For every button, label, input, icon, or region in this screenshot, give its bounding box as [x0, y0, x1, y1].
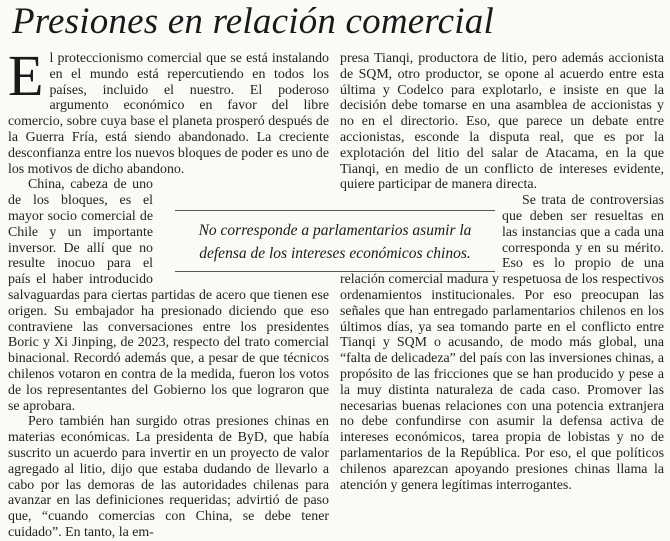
paragraph-1-text: l proteccionismo comercial que se está instalando en el mundo está repercutiendo en todos los países, incluido el nuestro. El poderoso argumento económico en favor del libre comercio, sobre cuya base el planeta prosperó después de la Guerra Fría, está siendo abandonado. La creciente desconfianza entre los nuevos bloques de poder es uno de los motivos de dicho abandono. [8, 51, 329, 177]
paragraph-3: Pero también han surgido otras presiones chinas en materias económicas. La presidenta de ByD, que había suscrito un acuerdo para invertir en un proyecto de valor agregado al litio, dijo que estaba dudando de llevarlo a cabo por las demoras de las autoridades chilenas para avanzar en las definiciones requeridas; advirtió de paso que, “cuando comercias con China, se debe tener cuidado”. En tanto, la em- [8, 414, 329, 540]
paragraph-4-text: Se trata de controversias que deben ser resueltas en las instancias que a cada una corresponda y en su mérito. Eso es lo propio de una relación comercial madura y respetuosa de los respectivos ordenamientos institucionales. Por eso preocupan las señales que han entregado parlamentarios chilenos en los últimos días, ya sea tomando parte en el conflicto entre Tianqi y SQM o acusando, de modo más global, una “falta de delicadeza” del país con las inversiones chinas, a propósito de las fricciones que se han producido y pese a la muy distinta naturaleza de cada caso. Promover las necesarias buenas relaciones con una potencia extranjera no debe confundirse con asumir la defensa activa de intereses económicos, tarea propia de lobistas y no de parlamentarios de la República. Por eso, el que políticos chilenos aparezcan apoyando presiones chinas llama la atención y genera legítimas interrogantes. [340, 193, 664, 493]
paragraph-2-text: China, cabeza de uno de los bloques, es el mayor socio comercial de Chile y un importante inversor. De allí que no resulte inocuo para el país el haber introducido salvaguardas para ciertas partidas de acero que tienen ese origen. Su embajador ha presionado diciendo que eso contraviene las conversaciones entre los presidentes Boric y Xi Jinping, de 2023, respecto del trato comercial binacional. Recordó además que, a pesar de que técnicos chilenos votaron en contra de la medida, fueron los votos de los representantes del Gobierno los que lograron que se aprobara. [8, 177, 329, 414]
pull-quote-line-1: No corresponde a parlamentarios asumir la [198, 222, 472, 239]
pull-quote-line-2: defensa de los intereses económicos chinos. [199, 245, 471, 262]
drop-cap: E [8, 43, 44, 108]
paragraph-1 [8, 43, 329, 177]
article-headline: Presiones en relación comercial [12, 1, 494, 42]
pull-quote [175, 210, 495, 272]
paragraph-3-continued: presa Tianqi, productora de litio, pero además accionista de SQM, otro productor, se opone al acuerdo entre esta última y Codelco para explotarlo, e insiste en que la decisión debe tomarse en una asamblea de accionistas y no en el directorio. Eso, que parece un debate entre accionistas, esconde la disputa real, que es por la explotación del litio del salar de Atacama, en la que Tianqi, en medio de un conflicto de intereses evidente, quiere participar de manera directa. [340, 51, 664, 193]
